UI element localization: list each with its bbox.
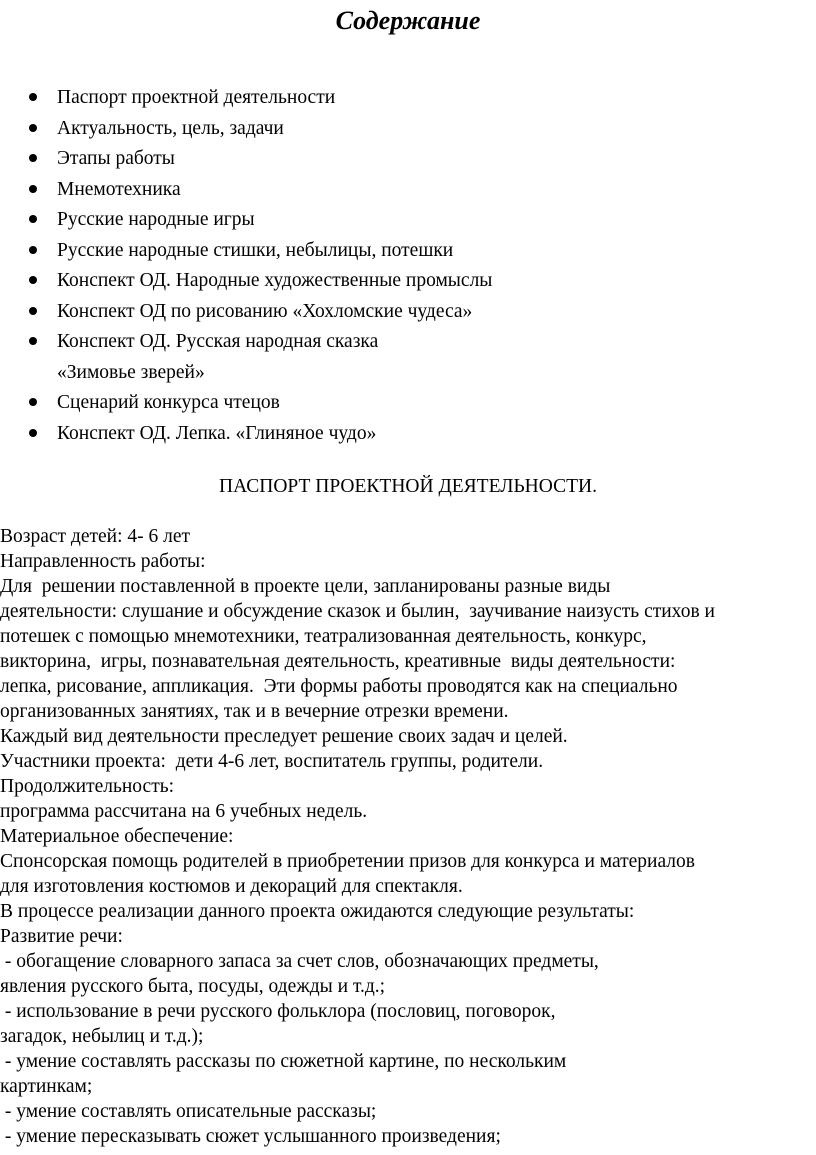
body-line: программа рассчитана на 6 учебных недель. [0,801,368,822]
body-line: Продолжительность: [0,776,175,797]
bullet-icon [26,205,40,236]
body-line: Участники проекта: дети 4-6 лет, воспитатель группы, родители. [0,751,544,772]
body-line: картинкам; [0,1076,93,1097]
bullet-icon [26,266,40,297]
toc-item [26,236,492,267]
toc-item [26,327,492,388]
table-of-contents [26,83,492,449]
toc-item-text: Русские народные игры [57,209,255,230]
body-line: потешек с помощью мнемотехники, театрализованная деятельность, конкурс, [0,626,647,647]
toc-item-text: Конспект ОД по рисованию «Хохломские чудеса» [57,300,473,322]
toc-item-text: Сценарий конкурса чтецов [57,392,280,413]
toc-item [26,144,492,175]
body-line: - обогащение словарного запаса за счет слов, обозначающих предметы, [0,951,599,972]
toc-item [26,297,492,328]
bullet-icon [26,297,40,328]
toc-item [26,266,492,297]
body-line: Развитие речи: [0,926,123,947]
body-line: Возраст детей: 4- 6 лет [0,526,191,547]
toc-item-text: Конспект ОД. Народные художественные промыслы [57,270,493,291]
body-line: - умение пересказывать сюжет услышанного произведения; [0,1126,501,1147]
toc-item [26,388,492,419]
body-line: - использование в речи русского фольклора (пословиц, поговорок, [0,1001,556,1022]
bullet-icon [26,83,40,114]
body-line: Для решении поставленной в проекте цели, запланированы разные виды [0,576,611,597]
body-line: викторина, игры, познавательная деятельность, креативные виды деятельности: [0,651,676,672]
toc-item-text: Русские народные стишки, небылицы, потешки [57,239,454,261]
toc-item [26,419,492,450]
bullet-icon [26,327,40,358]
body-line: - умение составлять рассказы по сюжетной картине, по нескольким [0,1051,567,1072]
body-line: деятельности: слушание и обсуждение сказок и былин, заучивание наизусть стихов и [0,601,715,622]
toc-item-text: Этапы работы [57,148,175,169]
toc-item-text: Актуальность, цель, задачи [57,117,284,139]
body-line: лепка, рисование, аппликация. Эти формы работы проводятся как на специально [0,676,678,697]
toc-item [26,114,492,145]
body-line: Спонсорская помощь родителей в приобретении призов для конкурса и материалов [0,851,695,872]
body-line: - умение составлять описательные рассказы; [0,1101,377,1122]
toc-item-text: Паспорт проектной деятельности [57,87,336,108]
toc-item [26,205,492,236]
bullet-icon [26,236,40,267]
body-line: В процессе реализации данного проекта ожидаются следующие результаты: [0,901,635,922]
toc-item-text-continuation: «Зимовье зверей» [57,361,205,383]
bullet-icon [26,175,40,206]
toc-item-text: Конспект ОД. Русская народная сказка [57,331,379,352]
body-line: для изготовления костюмов и декораций для спектакля. [0,876,463,897]
bullet-icon [26,419,40,450]
body-line: организованных занятиях, так и в вечерние отрезки времени. [0,701,509,722]
passport-heading: ПАСПОРТ ПРОЕКТНОЙ ДЕЯТЕЛЬНОСТИ. [219,476,597,497]
body-line: явления русского быта, посуды, одежды и т.д.; [0,976,386,997]
bullet-icon [26,388,40,419]
toc-item [26,83,492,114]
bullet-icon [26,114,40,145]
toc-item-text: Мнемотехника [57,178,181,200]
body-line: Направленность работы: [0,551,206,572]
body-line: Каждый вид деятельности преследует решение своих задач и целей. [0,726,568,747]
passport-body [0,524,816,1149]
body-line: загадок, небылиц и т.д.); [0,1026,204,1047]
toc-item-text: Конспект ОД. Лепка. «Глиняное чудо» [57,422,377,444]
body-line: Материальное обеспечение: [0,826,234,847]
bullet-icon [26,144,40,175]
toc-item [26,175,492,206]
document-title: Содержание [335,6,481,35]
